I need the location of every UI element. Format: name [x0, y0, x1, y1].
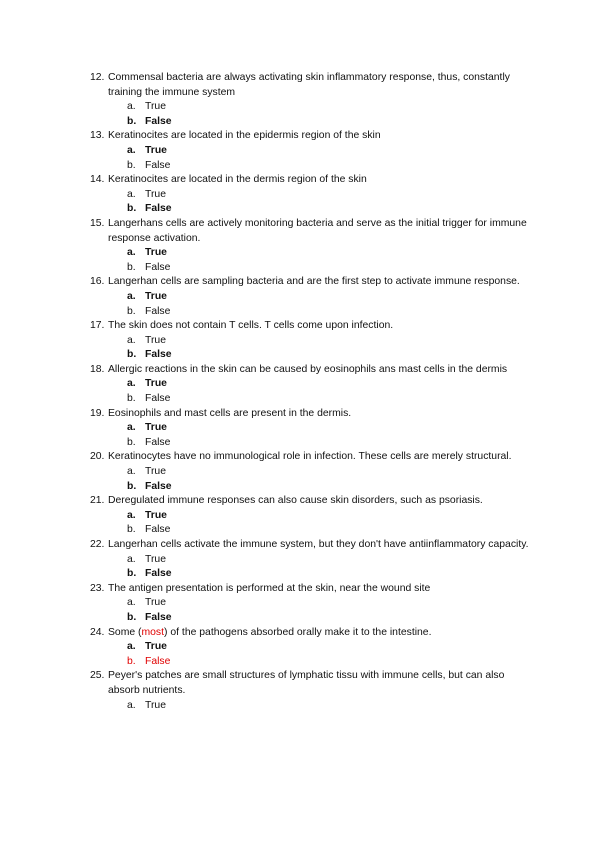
- option-label: True: [145, 378, 167, 390]
- question-number: 24.: [90, 626, 105, 638]
- option-label: False: [145, 436, 171, 448]
- answer-option-b: [127, 567, 530, 582]
- option-letter: b.: [127, 655, 136, 667]
- question-text: Keratinocytes have no immunological role in infection. These cells are merely structural.: [108, 451, 512, 463]
- question-item: [90, 407, 530, 451]
- option-label: True: [145, 188, 166, 200]
- answer-option-b: [127, 436, 530, 451]
- answer-option-a: [127, 100, 530, 115]
- option-label: False: [145, 393, 171, 405]
- question-item: [90, 450, 530, 494]
- question-text: Deregulated immune responses can also cause skin disorders, such as psoriasis.: [108, 495, 483, 507]
- option-label: False: [145, 159, 171, 171]
- answer-options: [127, 100, 530, 129]
- answer-option-b: [127, 655, 530, 670]
- question-text: Commensal bacteria are always activating skin inflammatory response, thus, constantly training the immune system: [108, 72, 510, 98]
- answer-option-b: [127, 480, 530, 495]
- answer-option-a: [127, 553, 530, 568]
- option-letter: a.: [127, 509, 136, 521]
- option-label: False: [145, 611, 172, 623]
- question-text: Langerhan cells are sampling bacteria and are the first step to activate immune response.: [108, 276, 520, 288]
- option-label: False: [145, 115, 172, 127]
- question-number: 16.: [90, 276, 105, 288]
- question-list: [90, 71, 530, 713]
- option-letter: a.: [127, 378, 136, 390]
- question-item: [90, 582, 530, 626]
- option-letter: b.: [127, 524, 136, 536]
- option-letter: a.: [127, 641, 136, 653]
- answer-option-b: [127, 392, 530, 407]
- option-letter: b.: [127, 159, 136, 171]
- answer-option-b: [127, 115, 530, 130]
- answer-option-a: [127, 188, 530, 203]
- question-number: 12.: [90, 72, 105, 83]
- question-item: [90, 669, 530, 713]
- option-letter: b.: [127, 611, 137, 623]
- answer-option-b: [127, 202, 530, 217]
- question-number: 23.: [90, 582, 105, 594]
- option-label: True: [145, 247, 167, 259]
- answer-option-b: [127, 523, 530, 538]
- question-item: [90, 363, 530, 407]
- option-letter: a.: [127, 699, 136, 711]
- answer-option-b: [127, 261, 530, 276]
- answer-option-a: [127, 246, 530, 261]
- answer-options: [127, 377, 530, 406]
- question-item: [90, 173, 530, 217]
- question-number: 19.: [90, 407, 105, 419]
- option-label: False: [145, 203, 172, 215]
- question-text-part: ) of the pathogens absorbed orally make it to the intestine.: [164, 626, 432, 638]
- option-letter: a.: [127, 101, 136, 113]
- question-text: Keratinocites are located in the epidermis region of the skin: [108, 130, 381, 142]
- option-letter: b.: [127, 480, 137, 492]
- question-number: 21.: [90, 495, 105, 507]
- answer-option-b: [127, 159, 530, 174]
- option-label: True: [145, 334, 166, 346]
- option-label: False: [145, 349, 172, 361]
- answer-option-a: [127, 699, 530, 714]
- answer-option-a: [127, 334, 530, 349]
- question-text: [108, 626, 530, 641]
- option-letter: a.: [127, 247, 136, 259]
- option-label: False: [145, 568, 172, 580]
- question-number: 15.: [90, 217, 105, 229]
- option-label: True: [145, 422, 167, 434]
- answer-option-a: [127, 465, 530, 480]
- option-letter: b.: [127, 203, 137, 215]
- option-letter: a.: [127, 553, 136, 565]
- option-label: True: [145, 553, 166, 565]
- option-letter: b.: [127, 393, 136, 405]
- option-label: False: [145, 480, 172, 492]
- option-letter: b.: [127, 115, 137, 127]
- question-text-part: Some (: [108, 626, 142, 638]
- question-text: Eosinophils and mast cells are present in the dermis.: [108, 407, 352, 419]
- answer-options: [127, 334, 530, 363]
- option-letter: b.: [127, 349, 137, 361]
- answer-option-a: [127, 421, 530, 436]
- question-item: [90, 275, 530, 319]
- question-text: Peyer's patches are small structures of lymphatic tissu with immune cells, but can also absorb nutrients.: [108, 670, 505, 696]
- option-label: True: [145, 509, 167, 521]
- option-label: False: [145, 524, 171, 536]
- option-label: False: [145, 655, 171, 667]
- option-letter: a.: [127, 422, 136, 434]
- option-label: False: [145, 305, 171, 317]
- question-item: [90, 538, 530, 582]
- answer-option-a: [127, 640, 530, 655]
- option-label: True: [145, 699, 166, 711]
- answer-option-a: [127, 290, 530, 305]
- answer-options: [127, 421, 530, 450]
- option-label: False: [145, 261, 171, 273]
- question-text: Keratinocites are located in the dermis region of the skin: [108, 174, 367, 186]
- question-number: 22.: [90, 539, 105, 550]
- answer-options: [127, 246, 530, 275]
- question-text: Langerhans cells are actively monitoring bacteria and serve as the initial trigger for immune response activation.: [108, 217, 527, 244]
- option-letter: b.: [127, 436, 136, 448]
- answer-options: [127, 188, 530, 217]
- option-letter: a.: [127, 290, 136, 302]
- answer-option-b: [127, 348, 530, 363]
- answer-option-b: [127, 611, 530, 626]
- option-letter: b.: [127, 305, 136, 317]
- question-number: 13.: [90, 130, 105, 142]
- option-label: True: [145, 641, 167, 653]
- answer-option-a: [127, 596, 530, 611]
- option-letter: b.: [127, 261, 136, 273]
- answer-options: [127, 553, 530, 582]
- option-letter: a.: [127, 597, 136, 609]
- option-letter: b.: [127, 568, 137, 580]
- option-letter: a.: [127, 334, 136, 346]
- question-item: [90, 626, 530, 670]
- option-label: True: [145, 597, 166, 609]
- answer-options: [127, 640, 530, 669]
- question-item: [90, 71, 530, 129]
- question-number: 18.: [90, 363, 105, 375]
- option-label: True: [145, 466, 166, 478]
- option-label: True: [145, 101, 166, 113]
- option-letter: a.: [127, 466, 136, 478]
- question-text: Langerhan cells activate the immune system, but they don't have antiinflammatory capacity.: [108, 539, 529, 550]
- answer-option-a: [127, 144, 530, 159]
- question-text: The skin does not contain T cells. T cells come upon infection.: [108, 320, 394, 332]
- question-text: Allergic reactions in the skin can be caused by eosinophils ans mast cells in the dermis: [108, 363, 508, 375]
- answer-option-a: [127, 509, 530, 524]
- answer-options: [127, 699, 530, 714]
- question-number: 17.: [90, 320, 105, 332]
- answer-options: [127, 290, 530, 319]
- option-label: True: [145, 144, 167, 156]
- answer-option-b: [127, 305, 530, 320]
- option-label: True: [145, 290, 167, 302]
- answer-options: [127, 509, 530, 538]
- question-item: [90, 494, 530, 538]
- answer-option-a: [127, 377, 530, 392]
- option-letter: a.: [127, 144, 136, 156]
- question-item: [90, 217, 530, 275]
- question-item: [90, 129, 530, 173]
- answer-options: [127, 144, 530, 173]
- answer-options: [127, 465, 530, 494]
- question-number: 25.: [90, 670, 105, 682]
- question-text: The antigen presentation is performed at the skin, near the wound site: [108, 582, 431, 594]
- option-letter: a.: [127, 188, 136, 200]
- question-number: 14.: [90, 174, 105, 186]
- answer-options: [127, 596, 530, 625]
- highlighted-word: most: [141, 626, 165, 638]
- question-number: 20.: [90, 451, 105, 463]
- question-item: [90, 319, 530, 363]
